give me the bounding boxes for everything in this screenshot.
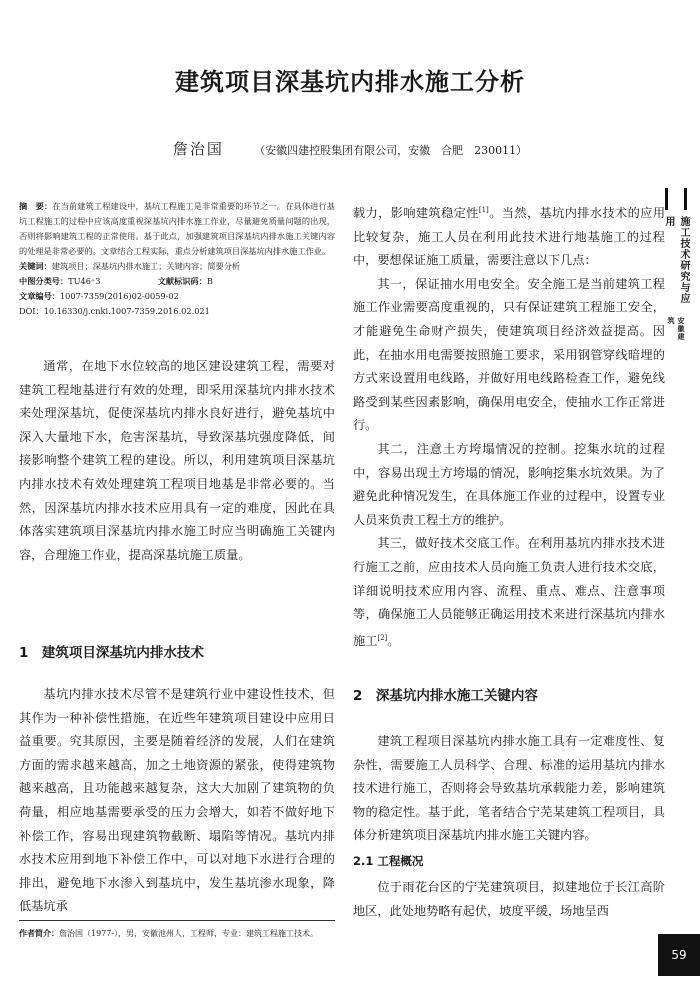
point-three-paragraph	[353, 532, 665, 653]
point-three-tail: 。	[387, 633, 400, 648]
section-marker-icon	[665, 188, 687, 210]
author-name: 詹治国	[172, 140, 224, 158]
footnote-divider	[19, 920, 335, 921]
citation-ref-2: [2]	[377, 633, 388, 642]
doc-code-label: 文献标识码：	[157, 276, 207, 286]
citation-ref-1: [1]	[478, 206, 489, 214]
intro-paragraph: 通常，在地下水位较高的地区建设建筑工程，需要对建筑工程地基进行有效的处理，即采用深基坑内排水技术来处理深基坑，促使深基坑内排水良好进行，避免基坑中深入大量地下水，危害深基坑，导致深基坑强度降低，间接影响整个建筑工程的建设。所以，利用建筑项目深基坑内排水技术有效处理建筑工程项目地基是非常必要的。当然，因深基坑内排水技术应用具有一定的难度，因此在具体落实建筑项目深基坑内排水施工时应当明确施工关键内容，合理施工作业，提高深基坑施工质量。	[19, 359, 335, 562]
section-heading-1: 1 建筑项目深基坑内排水技术	[19, 645, 204, 661]
byline	[0, 138, 700, 159]
keywords	[19, 259, 335, 274]
doi: DOI：10.16330/j.cnki.1007-7359.2016.02.021	[19, 306, 210, 316]
author-footnote	[19, 926, 335, 941]
page-number: 59	[658, 934, 700, 976]
classification-line	[19, 274, 335, 289]
continued-paragraph	[353, 199, 665, 273]
article-meta	[19, 199, 335, 319]
point-two-paragraph: 其二，注意土方垮塌情况的控制。挖集水坑的过程中，容易出现土方垮塌的情况，影响挖集水坑效果。为了避免此种情况发生，在具体施工作业的过程中，设置专业人员来负责工程土方的维护。	[353, 442, 665, 527]
side-section-title: 施工技术研究与应用	[663, 215, 689, 304]
paper-title: 建筑项目深基坑内排水施工分析	[175, 68, 525, 96]
continued-text: 载力，影响建筑稳定性	[353, 206, 479, 221]
footnote-label: 作者简介：	[19, 929, 59, 938]
section-1-paragraph: 基坑内排水技术尽管不是建筑行业中建设性技术，但其作为一种补偿性措施，在近些年建筑项目建设中应用日益重要。究其原因，主要是随着经济的发展，人们在建筑方面的需求越来越高，加之土地资源的紧张，使得建筑物越来越高，且功能越来越复杂，这大大加剧了建筑物的负荷量，相应地基需要承受的压力会增大，如若不做好地下补偿工作，容易出现建筑物截断、塌陷等情况。基坑内排水技术应用到地下补偿工作中，可以对地下水进行合理的排出，避免地下水渗入到基坑中，发生基坑渗水现象，降低基坑承	[19, 687, 335, 914]
clc-label: 中图分类号：	[19, 276, 69, 286]
abstract-label: 摘 要：	[19, 201, 53, 211]
subsection-2-1-body	[353, 876, 665, 923]
section-2-paragraph: 建筑工程项目深基坑内排水施工具有一定难度性、复杂性，需要施工人员科学、合理、标准的运用基坑内排水技术进行施工，否则将会导致基坑承载能力差，影响建筑物的稳定性。基于此，笔者结合宁芜某建筑工程项目，具体分析建筑项目深基坑内排水施工关键内容。	[353, 734, 665, 843]
author-affiliation: （安徽四建控股集团有限公司，安徽 合肥 230011）	[254, 144, 528, 157]
side-journal-name: 安徽建筑	[667, 316, 685, 341]
doc-code-value: B	[206, 276, 213, 286]
journal-side-label	[662, 188, 690, 348]
section-heading-2: 2 深基坑内排水施工关键内容	[353, 688, 538, 704]
abstract-text: 在当前建筑工程建设中，基坑工程施工是非常重要的环节之一。在具体进行基坑工程施工的过程中应该高度重视深基坑内排水施工作业，尽量避免质量问题的出现，否则将影响建筑工程的正常使用。基于此点，加强建筑项目深基坑内排水施工关键内容的处理是非常必要的。文章结合工程实际，重点分析建筑项目深基坑内排水施工作业。	[19, 201, 335, 256]
article-number	[19, 289, 335, 304]
footnote-text: 詹治国（1977-），男，安徽池州人，工程师，专业：建筑工程施工技术。	[59, 929, 319, 938]
keywords-label: 关键词：	[19, 261, 52, 271]
clc-value: TU46⁺3	[68, 276, 101, 286]
point-one-paragraph: 其一，保证抽水用电安全。安全施工是当前建筑工程施工作业需要高度重视的，只有保证建筑工程施工安全，才能避免生命财产损失，使建筑项目经济效益提高。因此，在抽水用电需要按照施工要求，采用钢管穿线暗埋的方式来设置用电线路，并做好用电线路检查工作，避免线路受到某些因素影响，确保用电安全，使抽水工作正常进行。	[353, 276, 665, 433]
subsection-2-1-paragraph: 位于雨花台区的宁芜建筑项目，拟建地位于长江高阶地区，此处地势略有起伏，坡度平缓，场地呈西	[353, 880, 665, 918]
article-number-value: 1007-7359(2016)02-0059-02	[59, 291, 179, 301]
abstract	[19, 199, 335, 259]
keywords-text: 建筑项目；深基坑内排水施工；关键内容；简要分析	[51, 261, 241, 271]
point-three-text: 其三，做好技术交底工作。在利用基坑内排水技术进行施工之前，应由技术人员向施工负责人进行技术交底，详细说明技术应用内容、流程、重点、难点、注意事项等，确保施工人员能够正确运用技术来进行深基坑内排水施工	[353, 536, 665, 648]
right-column-top	[353, 199, 665, 653]
subsection-heading-2-1: 2.1 工程概况	[353, 854, 424, 868]
article-number-label: 文章编号：	[19, 291, 60, 301]
intro-paragraph-block	[19, 355, 335, 567]
continued-text-tail: 。当然，基坑内排水技术的应用比较复杂，施工人员在利用此技术进行地基施工的过程中，要想保证施工质量，需要注意以下几点：	[353, 206, 666, 268]
section-2-body	[353, 730, 665, 848]
section-1-body	[19, 683, 335, 919]
